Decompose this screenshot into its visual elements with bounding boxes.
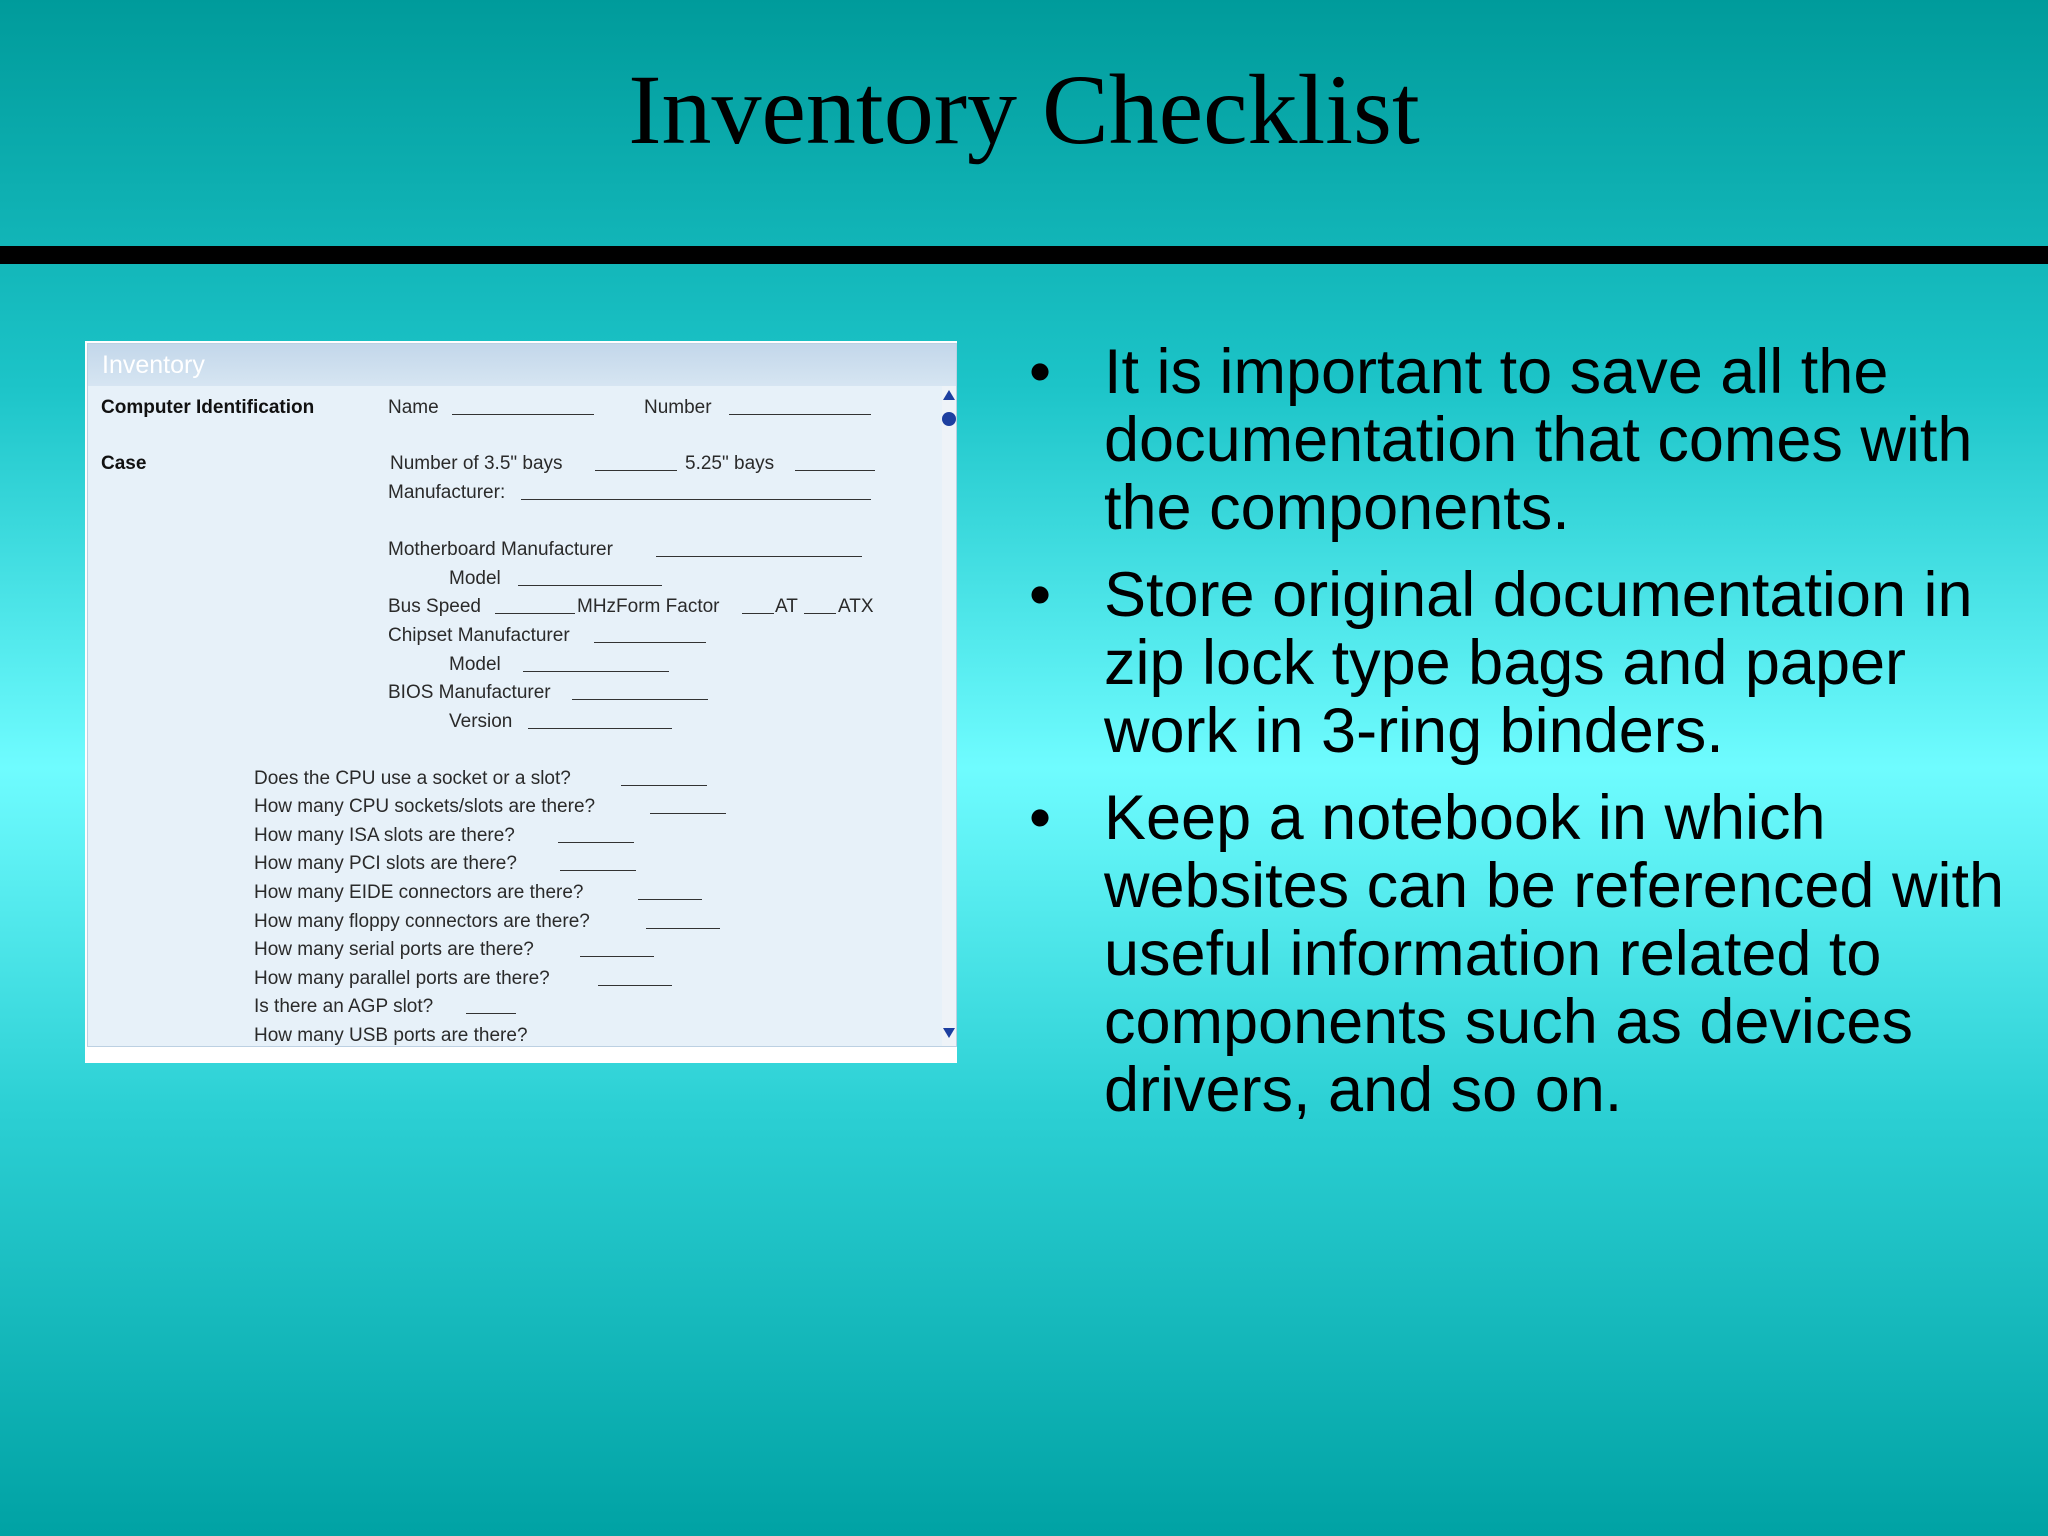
question-cpu-sockets-count: How many CPU sockets/slots are there? <box>254 796 596 817</box>
question-pci-slots-blank <box>560 870 636 871</box>
form-factor-label: MHzForm Factor <box>577 596 720 617</box>
chipset-manufacturer-blank <box>594 642 706 643</box>
question-parallel-ports: How many parallel ports are there? <box>254 968 550 989</box>
bullet-glyph: • <box>1028 337 1052 407</box>
inventory-form-window <box>87 343 957 1047</box>
case-manufacturer-label: Manufacturer: <box>388 482 506 503</box>
question-isa-slots: How many ISA slots are there? <box>254 825 515 846</box>
number-blank <box>729 414 871 415</box>
bios-manufacturer-label: BIOS Manufacturer <box>388 682 551 703</box>
question-eide-connectors: How many EIDE connectors are there? <box>254 882 584 903</box>
question-agp-blank <box>466 1013 516 1014</box>
bios-manufacturer-blank <box>572 699 708 700</box>
bus-speed-label: Bus Speed <box>388 596 481 617</box>
form-scrollbar <box>942 386 956 1046</box>
bullet-glyph: • <box>1028 560 1052 630</box>
name-label: Name <box>388 397 439 418</box>
case-label: Case <box>101 453 147 474</box>
chipset-model-blank <box>523 671 669 672</box>
bullet-text: Store original documentation in zip lock type bags and paper work in 3-ring binders. <box>1104 560 1973 766</box>
slide-title: Inventory Checklist <box>628 54 1420 165</box>
atx-label: ATX <box>838 596 874 617</box>
at-label: AT <box>775 596 798 617</box>
question-usb-ports: How many USB ports are there? <box>254 1025 528 1046</box>
question-cpu-socket: Does the CPU use a socket or a slot? <box>254 768 571 789</box>
bullet-item <box>1020 561 2020 765</box>
question-cpu-sockets-blank <box>650 813 726 814</box>
scroll-thumb <box>942 412 956 426</box>
bays-35-label: Number of 3.5" bays <box>390 453 563 474</box>
at-blank <box>742 613 774 614</box>
case-manufacturer-blank <box>521 499 871 500</box>
bays-35-blank <box>595 470 677 471</box>
bullet-text: It is important to save all the documentation that comes with the components. <box>1104 337 1973 543</box>
scroll-up-arrow-icon <box>943 390 955 400</box>
question-parallel-blank <box>598 985 672 986</box>
title-divider <box>0 246 2048 264</box>
bays-525-label: 5.25" bays <box>685 453 775 474</box>
question-agp-slot: Is there an AGP slot? <box>254 996 434 1017</box>
question-floppy-blank <box>646 928 720 929</box>
bays-525-blank <box>795 470 875 471</box>
question-isa-slots-blank <box>558 842 634 843</box>
number-label: Number <box>644 397 712 418</box>
question-floppy-connectors: How many floppy connectors are there? <box>254 911 590 932</box>
question-cpu-socket-blank <box>621 785 707 786</box>
question-eide-blank <box>638 899 702 900</box>
computer-identification-label: Computer Identification <box>101 397 315 418</box>
bullet-list <box>1020 338 2020 1124</box>
motherboard-manufacturer-blank <box>656 556 862 557</box>
bios-version-label: Version <box>449 711 513 732</box>
inventory-form-screenshot <box>85 341 957 1063</box>
question-serial-blank <box>580 956 654 957</box>
form-title: Inventory <box>88 344 956 386</box>
bios-version-blank <box>528 728 672 729</box>
chipset-model-label: Model <box>449 654 501 675</box>
bullet-item <box>1020 784 2020 1124</box>
motherboard-manufacturer-label: Motherboard Manufacturer <box>388 539 613 560</box>
bus-speed-blank <box>495 613 575 614</box>
name-blank <box>452 414 594 415</box>
bullet-text: Keep a notebook in which websites can be referenced with useful information related to components such as devices drivers, and so on. <box>1104 783 2004 1125</box>
motherboard-model-blank <box>518 585 662 586</box>
bullet-item <box>1020 338 2020 542</box>
question-pci-slots: How many PCI slots are there? <box>254 853 517 874</box>
atx-blank <box>804 613 836 614</box>
bullet-glyph: • <box>1028 783 1052 853</box>
chipset-manufacturer-label: Chipset Manufacturer <box>388 625 570 646</box>
question-serial-ports: How many serial ports are there? <box>254 939 534 960</box>
motherboard-model-label: Model <box>449 568 501 589</box>
scroll-down-arrow-icon <box>943 1028 955 1038</box>
